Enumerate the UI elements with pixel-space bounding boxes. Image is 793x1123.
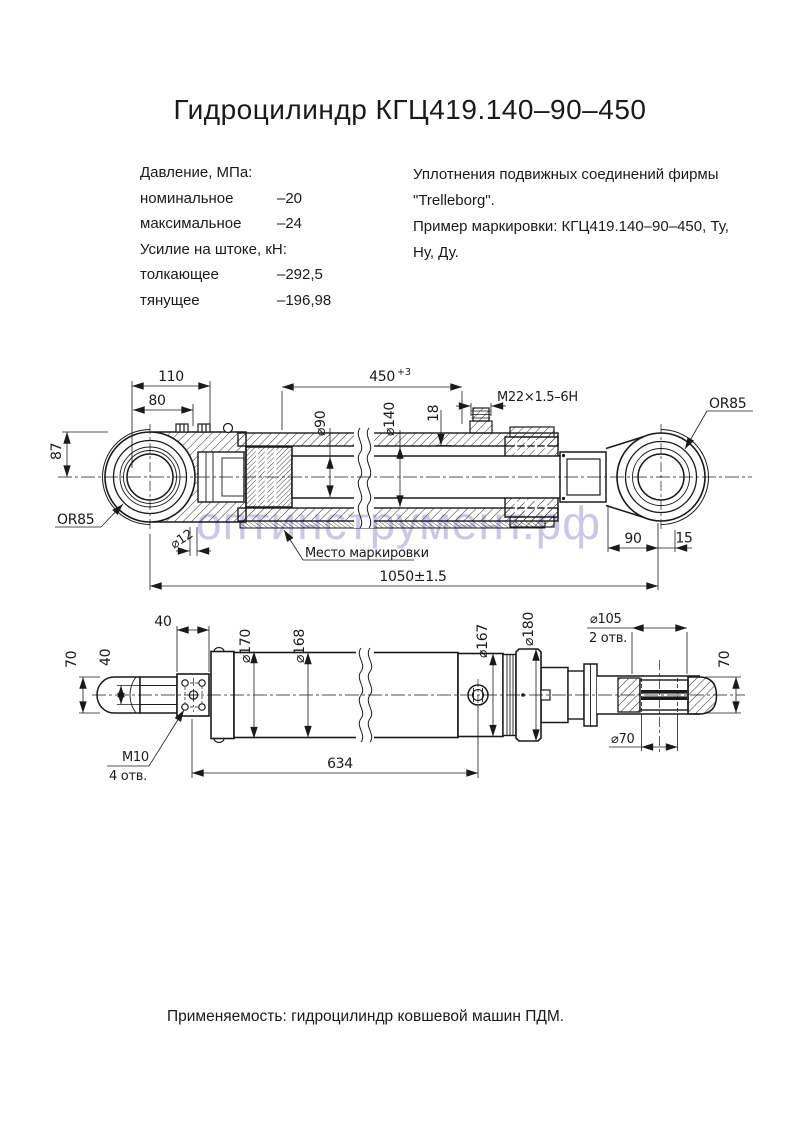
dim-110: 110 [158,369,184,385]
dim-70-right: 70 [717,650,733,668]
bolt-thread-label: M10 [122,750,149,765]
spec-value: –196,98 [277,291,332,309]
dim-18: 18 [426,404,442,422]
spec-label: максимальное [140,215,242,232]
or85-right-label: OR85 [709,396,747,412]
bolt-holes-count: 4 отв. [109,769,147,784]
spec-label: тянущее [140,291,200,309]
port-thread-label: M22×1.5–6H [497,390,578,405]
dim-90: 90 [624,531,642,547]
seals-line2: "Trelleborg". [413,192,495,209]
dim-15: 15 [675,530,693,547]
marking-place-label: Место маркировки [305,546,429,561]
watermark: оптинструмент.рф [196,497,602,549]
seals-line3: Пример маркировки: КГЦ419.140–90–450, Ту, Ну, Ду. [413,218,729,261]
pressure-header: Давление, МПа: [140,164,253,181]
gland-cap-top [510,427,554,437]
dim-40-flat: 40 [98,648,114,666]
or85-left-label: OR85 [57,512,95,528]
force-header: Усилие на штоке, кН: [140,240,287,258]
dim-40-plate: 40 [154,614,172,630]
dim-70-left: 70 [64,650,80,668]
dim-bush-diameter: ⌀105 [590,612,622,627]
port-body [470,421,492,433]
drawing-title: Гидроцилиндр КГЦ419.140–90–450 [173,94,647,125]
spec-value: –292,5 [277,266,323,283]
dim-rod-diameter: ⌀90 [313,410,329,436]
spec-value: –24 [277,215,303,232]
spec-label: номинальное [140,189,234,207]
dim-634: 634 [327,756,353,772]
dim-pin-diameter: ⌀70 [611,732,635,747]
dim-87: 87 [49,442,65,460]
dim-stroke: 450 [369,369,395,385]
eye-end-cap [688,677,717,714]
dim-12: ⌀12 [168,526,196,553]
spec-value: –20 [277,189,303,207]
spec-label: толкающее [140,266,219,283]
dim-overall-length: 1050±1.5 [379,569,447,585]
seals-line1: Уплотнения подвижных соединений фирмы [413,166,719,183]
dim-head-diameter: ⌀167 [475,624,491,658]
head-bolts [176,424,233,433]
dim-flange-diameter: ⌀170 [238,629,254,663]
dim-rear-flange-diameter: ⌀180 [521,612,537,646]
dim-barrel-diameter: ⌀168 [292,629,308,663]
dim-80: 80 [148,393,166,409]
bush-holes-count: 2 отв. [589,631,627,646]
vent-ball [224,424,233,433]
application-note: Применяемость: гидроцилиндр ковшевой машин ПДМ. [167,1008,565,1025]
dim-stroke-tolerance: +3 [397,367,412,378]
dim-bore-diameter: ⌀140 [382,402,398,436]
